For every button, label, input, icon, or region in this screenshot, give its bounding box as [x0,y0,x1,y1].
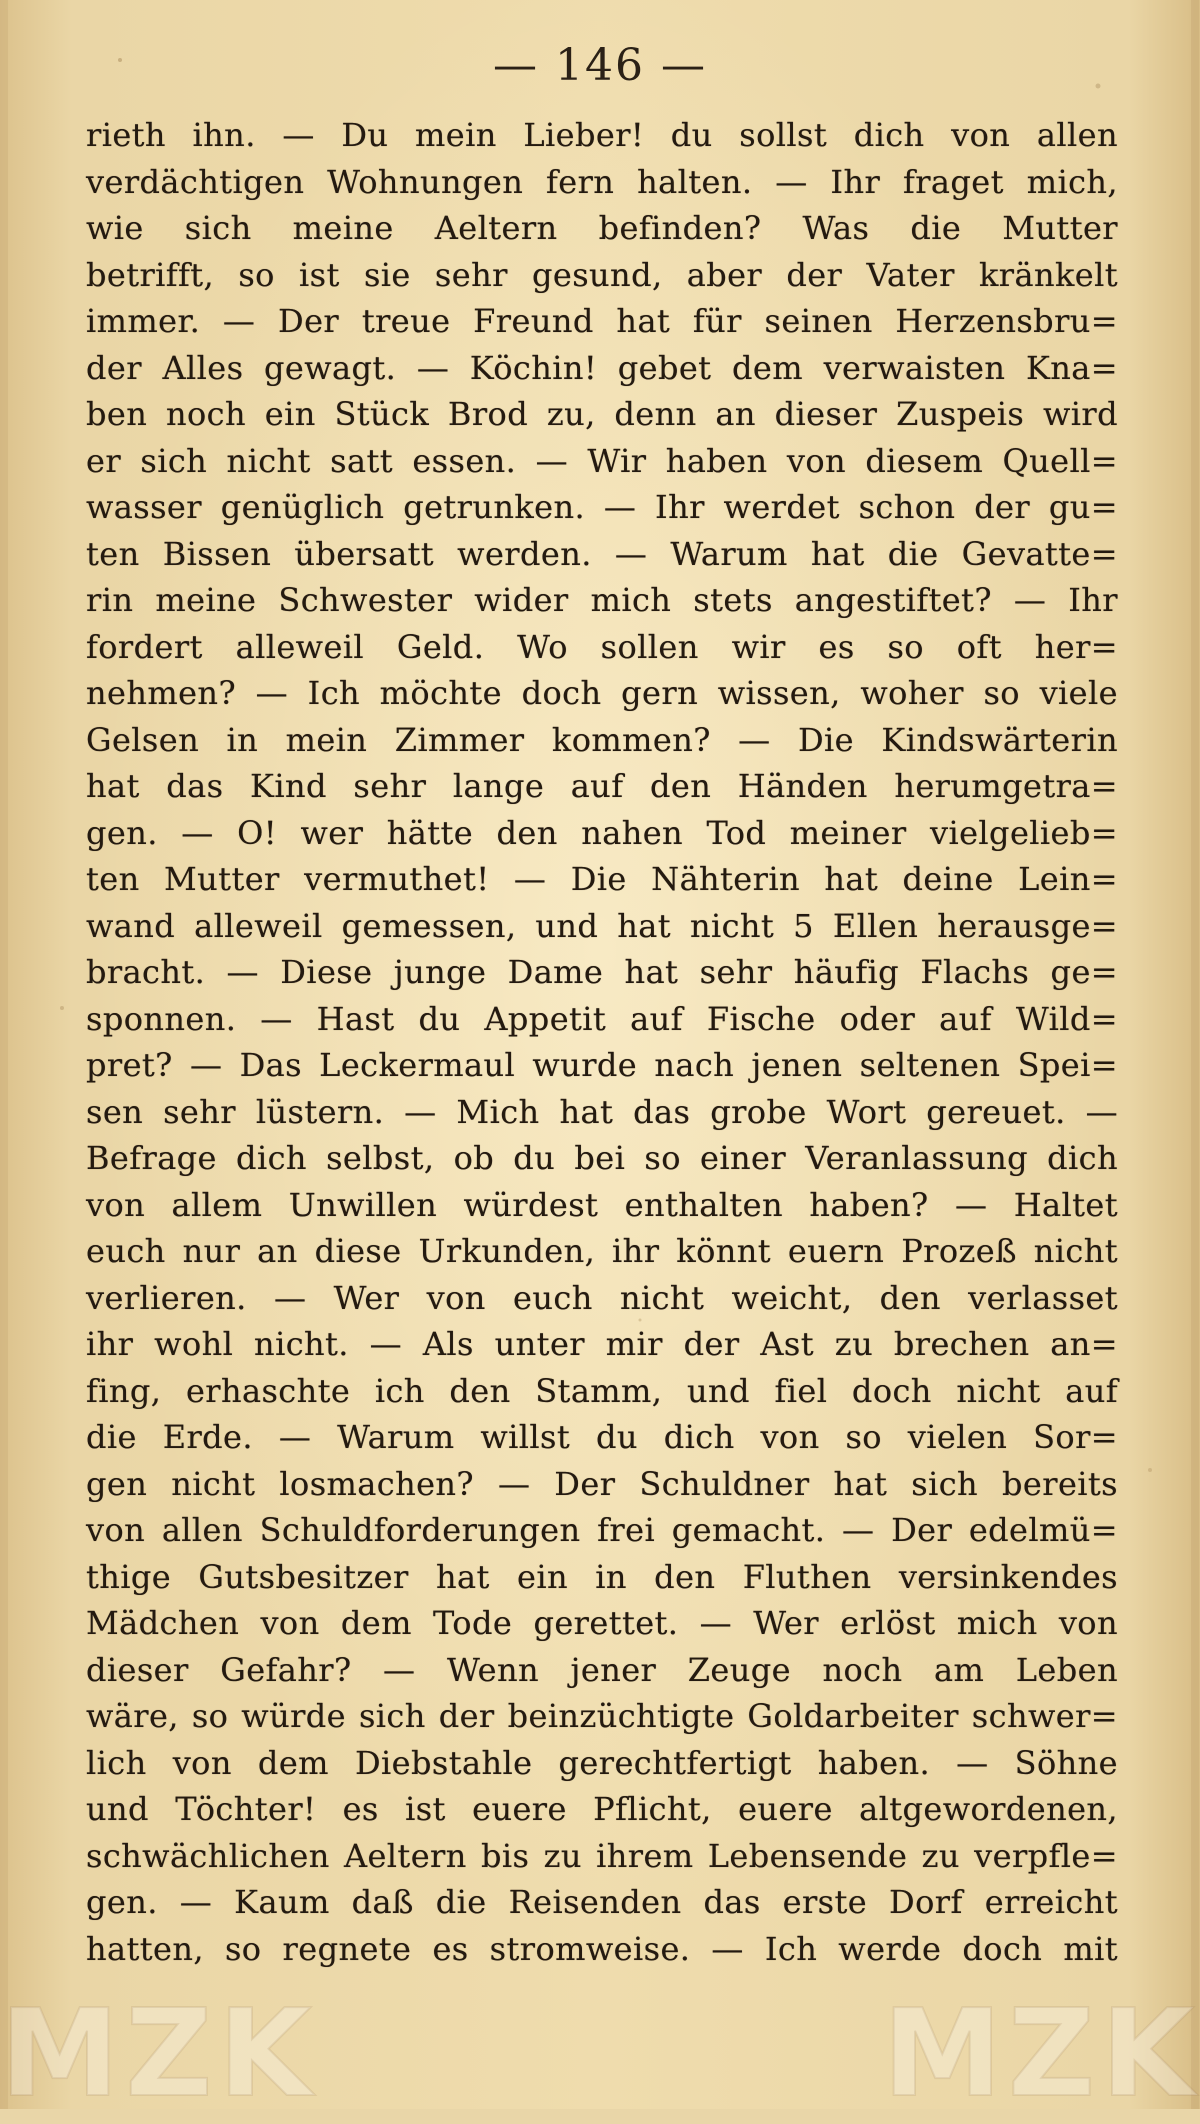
text-line: rin meine Schwester wider mich stets angestiftet? — Ihr [86,581,1118,619]
text-line: ten Mutter vermuthet! — Die Nähterin hat deine Lein= [86,860,1118,898]
text-line: wasser genüglich getrunken. — Ihr werdet schon der gu= [86,488,1118,526]
text-line: sponnen. — Hast du Appetit auf Fische oder auf Wild= [86,999,1118,1038]
text-line: verlieren. — Wer von euch nicht weicht, den verlasset [86,1278,1118,1317]
text-line: gen nicht losmachen? — Der Schuldner hat sich bereits [86,1464,1118,1503]
text-line: Mädchen von dem Tode gerettet. — Wer erlöst mich von [86,1604,1118,1642]
text-line: Befrage dich selbst, ob du bei so einer Veranlassung dich [86,1139,1118,1177]
text-line: Gelsen in mein Zimmer kommen? — Die Kindswärterin [86,720,1118,759]
text-line: hatten, so regnete es stromweise. — Ich werde doch mit [86,1929,1118,1968]
text-line: fing, erhaschte ich den Stamm, und fiel doch nicht auf [86,1371,1118,1410]
text-line: nehmen? — Ich möchte doch gern wissen, woher so viele [86,674,1118,712]
page-number: — 146 — [493,40,707,91]
text-line: gen. — O! wer hätte den nahen Tod meiner vielgelieb= [86,813,1118,852]
text-line: lich von dem Diebstahle gerechtfertigt haben. — Söhne [86,1743,1118,1782]
watermark-right: MZK [882,1985,1200,2124]
body-text [86,112,1118,1972]
paper-spot [60,1006,64,1010]
text-line: ten Bissen übersatt werden. — Warum hat die Gevatte= [86,534,1118,573]
text-line: ihr wohl nicht. — Als unter mir der Ast zu brechen an= [86,1325,1118,1363]
text-line: pret? — Das Leckermaul wurde nach jenen seltenen Spei= [86,1046,1118,1084]
text-line: euch nur an diese Urkunden, ihr könnt euern Prozeß nicht [86,1232,1118,1270]
text-line: wäre, so würde sich der beinzüchtigte Goldarbeiter schwer= [86,1697,1118,1735]
text-line: die Erde. — Warum willst du dich von so vielen Sor= [86,1418,1118,1456]
text-line: ben noch ein Stück Brod zu, denn an dieser Zuspeis wird [86,395,1118,433]
text-line: schwächlichen Aeltern bis zu ihrem Lebensende zu verpfle= [86,1836,1118,1875]
paper-spot [1148,1468,1152,1472]
text-line: immer. — Der treue Freund hat für seinen Herzensbru= [86,302,1118,340]
text-line: dieser Gefahr? — Wenn jener Zeuge noch am Leben [86,1650,1118,1689]
text-line: gen. — Kaum daß die Reisenden das erste Dorf erreicht [86,1883,1118,1921]
text-line: er sich nicht satt essen. — Wir haben von diesem Quell= [86,441,1118,480]
text-line: rieth ihn. — Du mein Lieber! du sollst dich von allen [86,116,1118,154]
text-line: der Alles gewagt. — Köchin! gebet dem verwaisten Kna= [86,348,1118,387]
text-line: von allen Schuldforderungen frei gemacht. — Der edelmü= [86,1511,1118,1549]
text-line: sen sehr lüstern. — Mich hat das grobe Wort gereuet. — [86,1092,1118,1131]
text-line: thige Gutsbesitzer hat ein in den Fluthen versinkendes [86,1557,1118,1596]
text-line: bracht. — Diese junge Dame hat sehr häufig Flachs ge= [86,953,1118,991]
text-line: hat das Kind sehr lange auf den Händen herumgetra= [86,767,1118,805]
text-line: wand alleweil gemessen, und hat nicht 5 Ellen herausge= [86,906,1118,945]
text-line: von allem Unwillen würdest enthalten haben? — Haltet [86,1185,1118,1224]
watermark-left: MZK [0,1985,318,2124]
text-line: und Töchter! es ist euere Pflicht, euere altgewordenen, [86,1790,1118,1828]
text-line: fordert alleweil Geld. Wo sollen wir es so oft her= [86,627,1118,666]
text-line: verdächtigen Wohnungen fern halten. — Ihr fraget mich, [86,162,1118,201]
text-line: wie sich meine Aeltern befinden? Was die Mutter [86,209,1118,247]
text-line: betrifft, so ist sie sehr gesund, aber der Vater kränkelt [86,255,1118,294]
